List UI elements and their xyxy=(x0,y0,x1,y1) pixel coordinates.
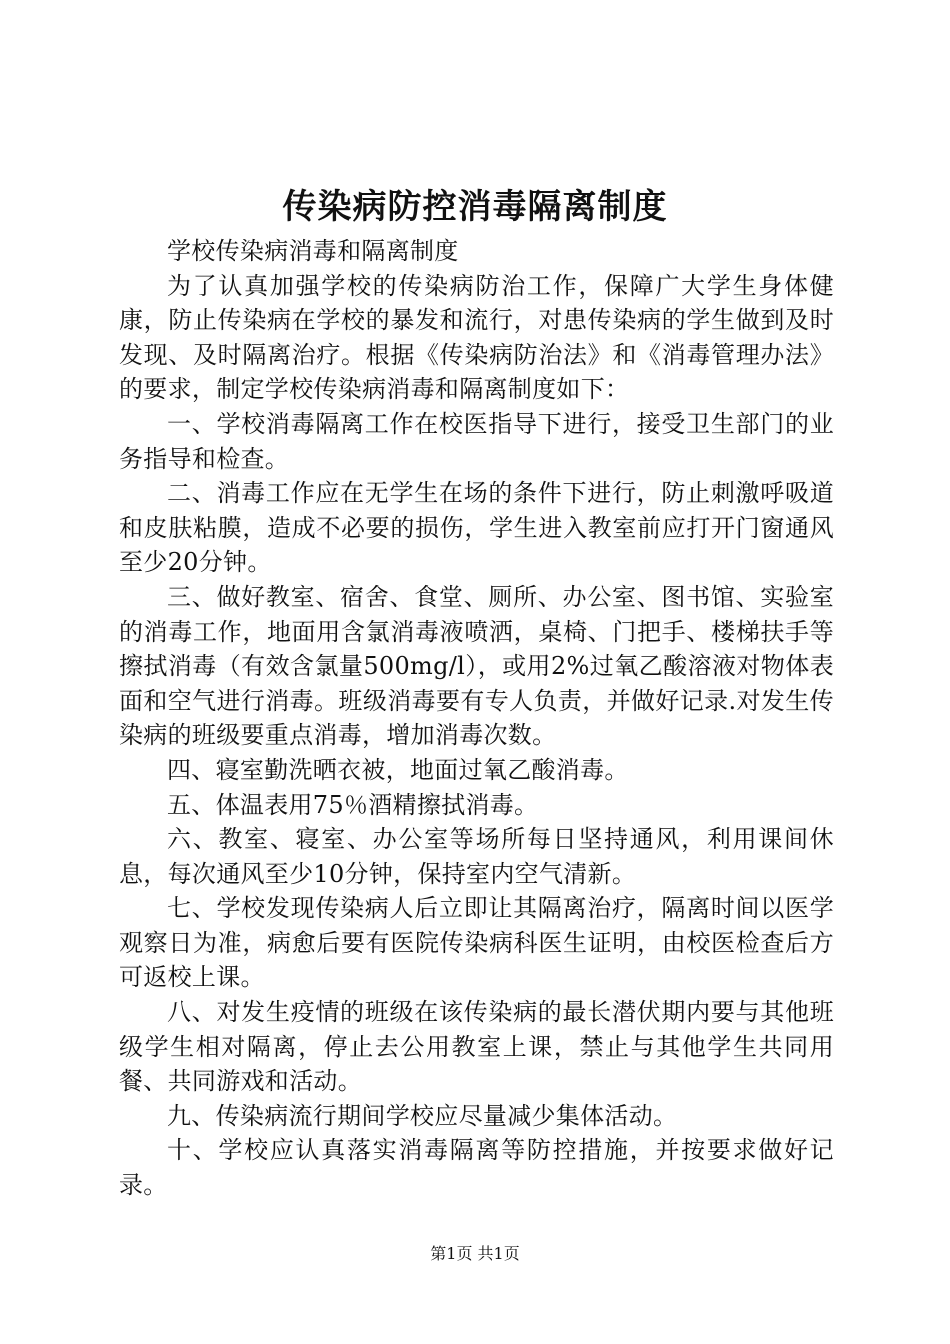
paragraph-item-9: 九、传染病流行期间学校应尽量减少集体活动。 xyxy=(167,1101,678,1130)
paragraph-item-10: 十、学校应认真落实消毒隔离等防控措施，并按要求做好记录。 xyxy=(119,1136,834,1200)
paragraph-item-5: 五、体温表用75％酒精擦拭消毒。 xyxy=(167,790,539,819)
paragraph-item-1: 一、学校消毒隔离工作在校医指导下进行，接受卫生部门的业务指导和检查。 xyxy=(119,409,834,473)
paragraph-item-3: 三、做好教室、宿舍、食堂、厕所、办公室、图书馆、实验室的消毒工作，地面用含氯消毒液喷洒，桌椅、门把手、楼梯扶手等擦拭消毒（有效含氯量500mg/l），或用2%过氧乙酸溶液对物体表面和空气进行消毒。班级消毒要有专人负责，并做好记录.对发生传染病的班级要重点消毒，增加消毒次数。 xyxy=(119,582,834,750)
paragraph-item-7: 七、学校发现传染病人后立即让其隔离治疗，隔离时间以医学观察日为准，病愈后要有医院传染病科医生证明，由校医检查后方可返校上课。 xyxy=(119,894,834,992)
paragraph-item-4: 四、寝室勤洗晒衣被，地面过氧乙酸消毒。 xyxy=(167,755,629,784)
paragraph-intro: 为了认真加强学校的传染病防治工作，保障广大学生身体健康，防止传染病在学校的暴发和流行，对患传染病的学生做到及时发现、及时隔离治疗。根据《传染病防治法》和《消毒管理办法》的要求，制定学校传染病消毒和隔离制度如下： xyxy=(119,271,834,404)
document-body xyxy=(119,234,834,1203)
document-title: 传染病防控消毒隔离制度 xyxy=(282,187,668,227)
paragraph-item-6: 六、教室、寝室、办公室等场所每日坚持通风，利用课间休息，每次通风至少10分钟，保持室内空气清新。 xyxy=(119,825,834,888)
paragraph-item-8: 八、对发生疫情的班级在该传染病的最长潜伏期内要与其他班级学生相对隔离，停止去公用教室上课，禁止与其他学生共同用餐、共同游戏和活动。 xyxy=(119,998,834,1096)
paragraph-item-2: 二、消毒工作应在无学生在场的条件下进行，防止刺激呼吸道和皮肤粘膜，造成不必要的损伤，学生进入教室前应打开门窗通风至少20分钟。 xyxy=(119,479,834,577)
paragraph-subtitle: 学校传染病消毒和隔离制度 xyxy=(167,237,459,265)
page-footer: 第1页 共1页 xyxy=(430,1244,520,1263)
